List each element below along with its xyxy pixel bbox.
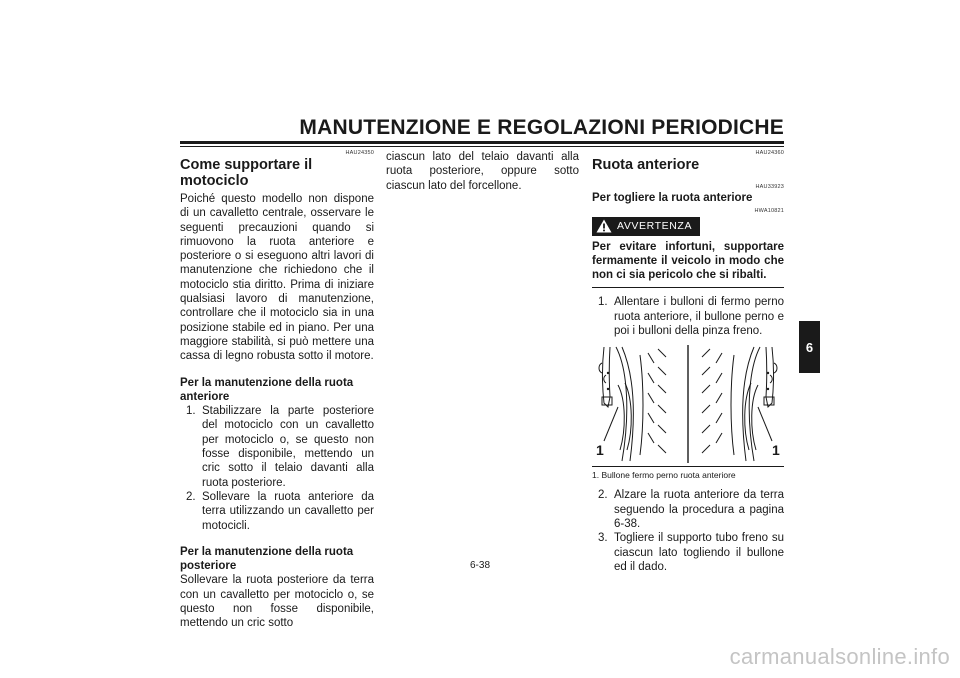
warning-text: Per evitare infortuni, supportare fermamente il veicolo in modo che non ci sia pericolo che si ribalti.	[592, 240, 784, 282]
continuation-paragraph: ciascun lato del telaio davanti alla ruota posteriore, oppure sotto ciascun lato del forcellone.	[386, 151, 579, 192]
warning-icon	[596, 219, 612, 233]
figure-caption: 1. Bullone fermo perno ruota anteriore	[592, 466, 784, 481]
front-wheel-heading: Per la manutenzione della ruota anteriore	[180, 376, 354, 403]
title-rule-thin	[180, 146, 784, 147]
remove-wheel-heading: Per togliere la ruota anteriore	[592, 192, 753, 204]
warning-rule	[592, 287, 784, 288]
callout-label: 1	[596, 442, 604, 459]
list-item: 1. Allentare i bulloni di fermo perno ruota anteriore, il bullone perno e poi i bulloni della pinza freno.	[598, 296, 784, 338]
front-wheel-drawing	[592, 345, 784, 463]
section-code: HAU24360	[755, 150, 784, 156]
rear-wheel-heading: Per la manutenzione della ruota posteriore	[180, 545, 354, 573]
intro-paragraph: Poiché questo modello non dispone di un cavalletto centrale, osservare le seguenti precauzioni quando si rimuovono la ruota anteriore e posteriore o si eseguono altri lavori di manutenzione che richiedono che il motociclo stia diritto. Prima di iniziare qualsiasi lavoro di manutenzione, controllare che il motociclo sia in una posizione stabile ed in piano. Per una maggiore stabilità, si può mettere una cassa di legno robusta sotto il motore.	[180, 193, 374, 363]
page-number: 6-38	[469, 560, 490, 571]
front-wheel-section-heading: Ruota anteriore	[592, 157, 700, 173]
list-item: 2. Alzare la ruota anteriore da terra seguendo la procedura a pagina 6-38.	[598, 489, 784, 530]
list-item: 1. Stabilizzare la parte posteriore del motociclo con un cavalletto per motociclo o, se questo non fosse disponibile, mettendo un cric sotto il telaio davanti alla ruota posteriore.	[186, 405, 374, 489]
watermark: carmanualsonline.info	[729, 644, 950, 669]
title-rule	[180, 141, 784, 144]
right-column	[592, 150, 784, 574]
page-title: MANUTENZIONE E REGOLAZIONI PERIODICHE	[299, 116, 784, 139]
chapter-tab: 6	[799, 321, 820, 373]
middle-column	[386, 150, 579, 193]
subsection-code: HAU33923	[755, 184, 784, 190]
front-wheel-illustration	[592, 345, 784, 463]
list-item: 2. Sollevare la ruota anteriore da terra utilizzando un cavalletto per motocicli.	[186, 490, 374, 532]
removal-steps	[592, 295, 784, 338]
warning-badge	[592, 217, 700, 235]
left-column	[180, 150, 374, 631]
callout-label: 1	[772, 442, 780, 459]
section-heading: Come supportare il motociclo	[180, 157, 313, 189]
list-item: 3. Togliere il supporto tubo freno su ciascun lato togliendo il bullone ed il dado.	[598, 532, 784, 573]
rear-wheel-paragraph: Sollevare la ruota posteriore da terra con un cavalletto per motociclo o, se questo non fosse disponibile, mettendo un cric sotto	[180, 574, 374, 630]
warning-code: HWA10821	[754, 208, 784, 215]
warning-label: AVVERTENZA	[617, 220, 693, 233]
front-wheel-steps	[180, 404, 374, 533]
section-code: HAU24350	[345, 150, 374, 156]
